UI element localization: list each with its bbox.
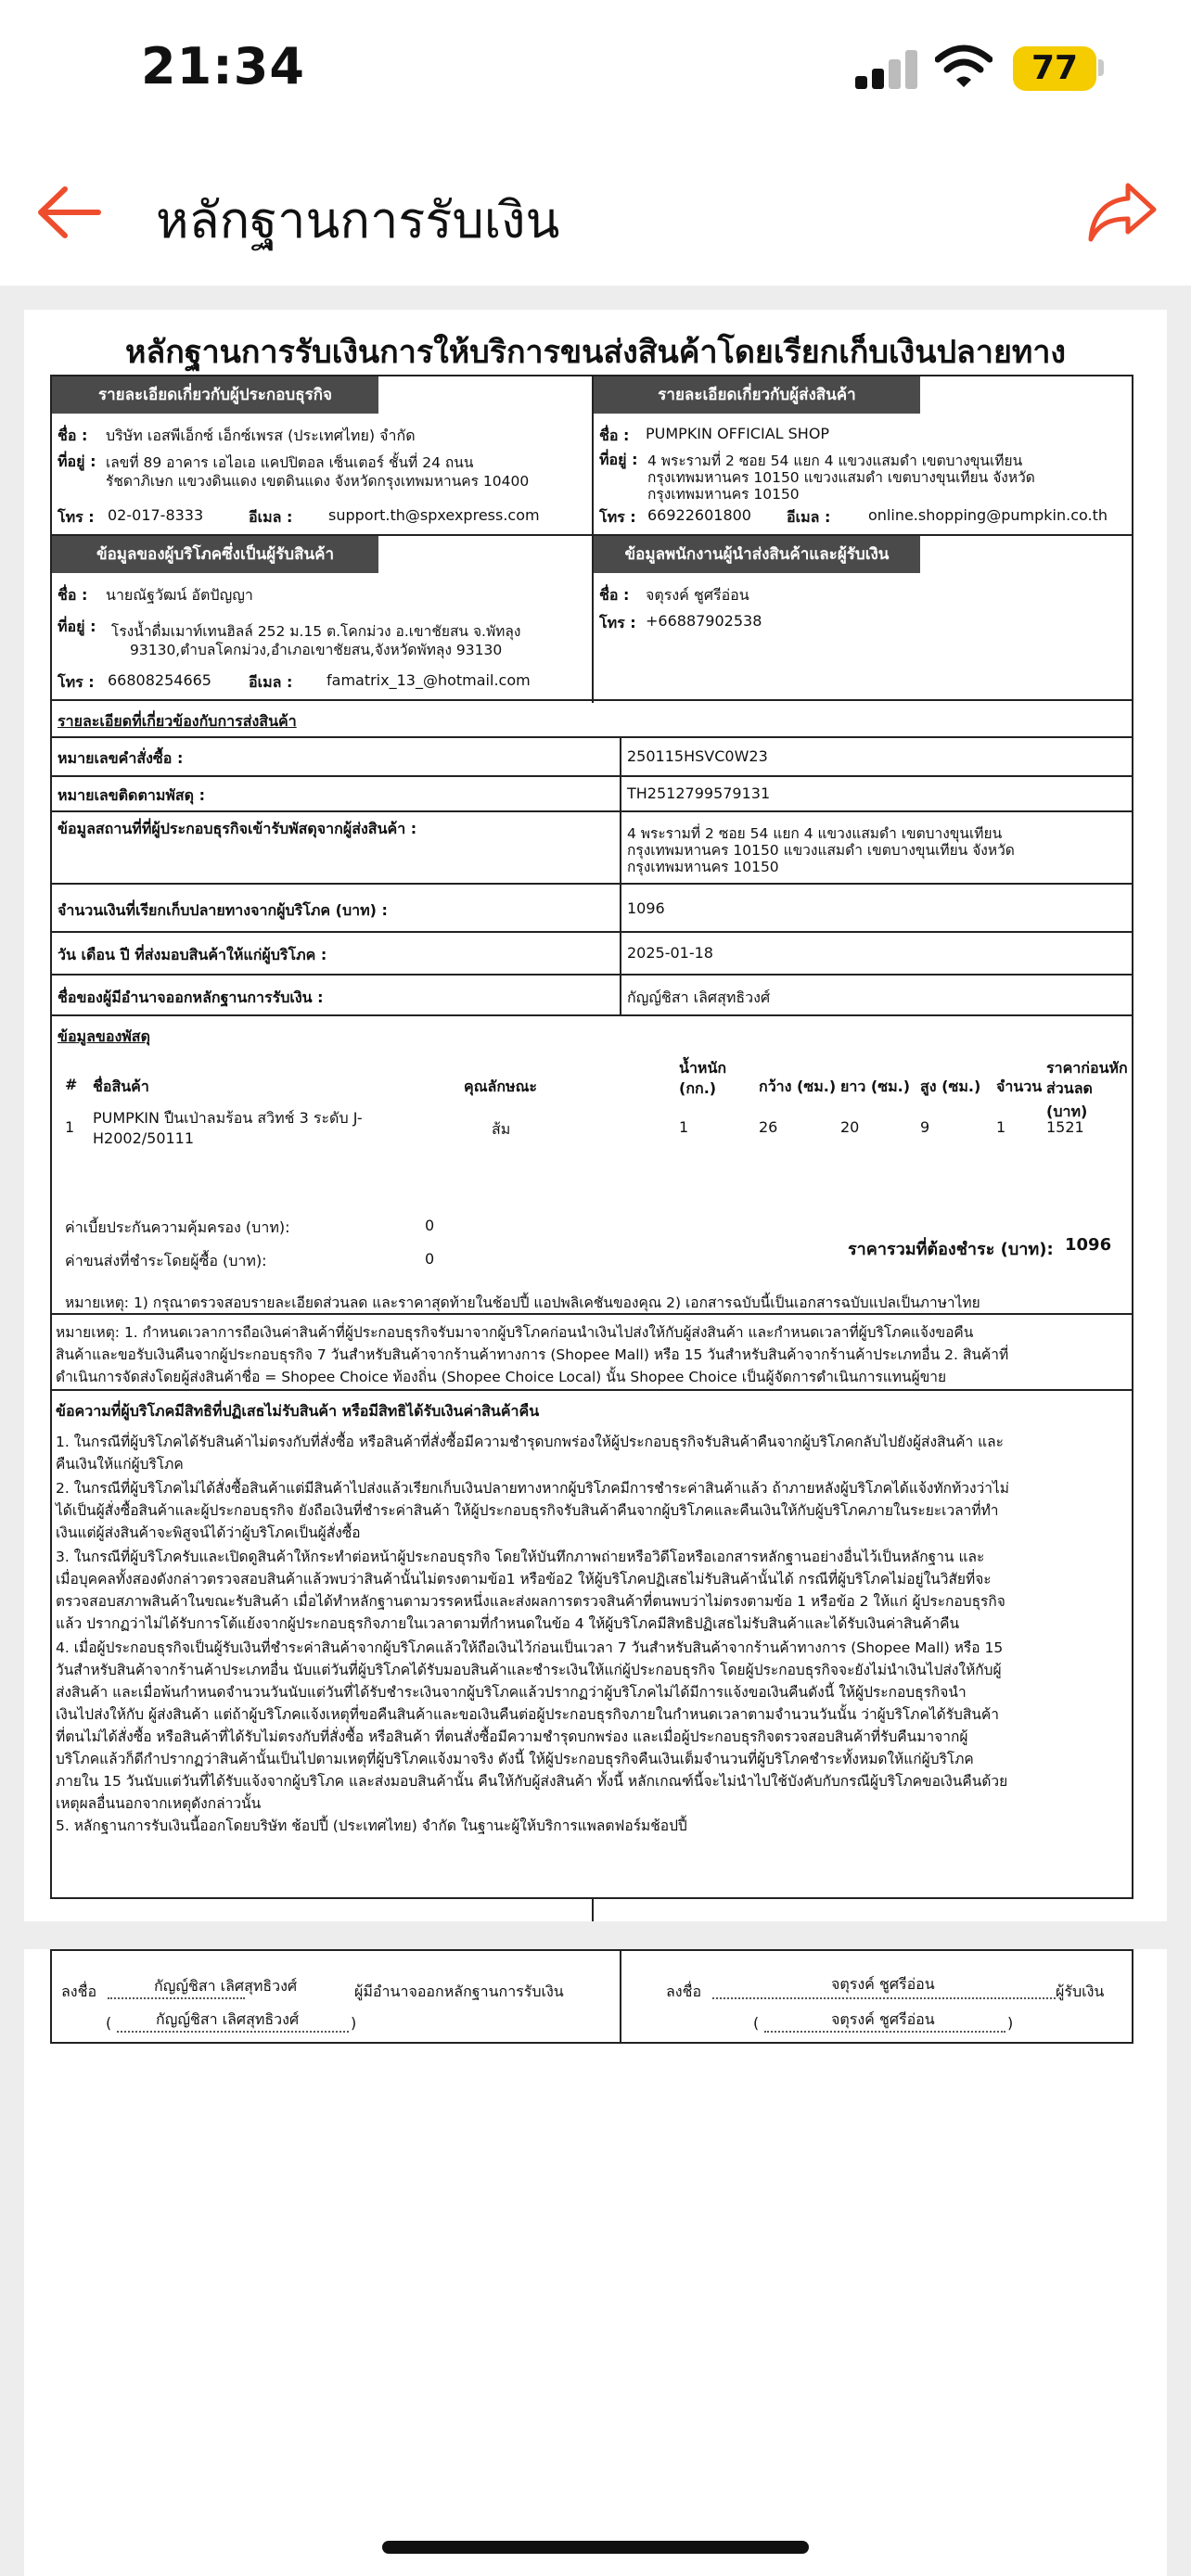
item-price: 1521	[1046, 1118, 1084, 1136]
navigation-bar	[0, 139, 1191, 286]
rights-line: เหตุผลอื่นนอกจากเหตุดังกล่าวนั้น	[56, 1795, 262, 1812]
remark-line2: สินค้าและขอรับเงินคืนจากผู้ประกอบธุรกิจ 7 วันสำหรับสินค้าจากร้านค้าทางการ (Shopee Mall) หรือ 15 วันสำหรับสินค้าจากร้านค้าประเภทอื่น 2. สินค้าที่	[56, 1346, 1009, 1363]
battery-indicator: 77	[1013, 46, 1096, 91]
item-name-line1: PUMPKIN ปืนเป่าลมร้อน สวิทช์ 3 ระดับ J-	[93, 1109, 363, 1127]
rights-line: 1. ในกรณีที่ผู้บริโภคได้รับสินค้าไม่ตรงกับที่สั่งซื้อ หรือสินค้าที่สั่งซื้อมีความชำรุดบกพร่องให้ผู้ประกอบธุรกิจรับสินค้าคืนจากผู้บริโภคกลับไปยังผู้ส่งสินค้า และ	[56, 1434, 1004, 1450]
buyer-name: นายณัฐวัฒน์ อัตปัญญา	[106, 586, 253, 604]
rights-line: 5. หลักฐานการรับเงินนี้ออกโดยบริษัท ช้อปปี้ (ประเทศไทย) จำกัด ในฐานะผู้ให้บริการแพลตฟอร์มช้อปปี้	[56, 1817, 687, 1834]
rights-line: เงินไปส่งให้กับ ผู้ส่งสินค้า แต่ถ้าผู้บริโภคแจ้งเหตุที่ขอคืนสินค้าและขอเงินคืนต่อผู้ประกอบธุรกิจภายในกำหนดเวลาตามจำนวนวันนั้น ว่าผู้บริโภคได้รับสินค้า	[56, 1706, 999, 1723]
col-weight-line2: (กก.)	[679, 1079, 717, 1097]
operator-address-line1: เลขที่ 89 อาคาร เอไอเอ แคปปิตอล เซ็นเตอร์ ชั้นที่ 24 ถนน	[106, 454, 474, 471]
rights-line: แล้ว ปรากฏว่าไม่ได้รับการโต้แย้งจากผู้ประกอบธุรกิจภายในเวลาตามที่กำหนดในข้อ 4 ให้ผู้บริโภคมีสิทธิปฏิเสธไม่รับสินค้าและได้รับเงินค่าสินค้าคืน	[56, 1615, 960, 1632]
remark-line3: ดำเนินการจัดส่งโดยผู้ส่งสินค้าชื่อ = Shopee Choice ท้องถิ่น (Shopee Choice Local) นั้น Shopee Choice เป็นผู้จัดการดำเนินการแทนผู้ขาย	[56, 1369, 947, 1385]
item-name-line2: H2002/50111	[93, 1129, 195, 1147]
rights-line: เมื่อบุคคลทั้งสองดังกล่าวตรวจสอบสินค้าแล้วพบว่าสินค้านั้นไม่ตรงตามข้อ1 หรือข้อ2 ให้ผู้บริโภคปฏิเสธไม่รับสินค้านั้นได้ กรณีที่ผู้บริโภคไม่อยู่ในวิสัยที่จะ	[56, 1571, 992, 1588]
rights-line: เงินแต่ผู้ส่งสินค้าจะพิสูจน์ได้ว่าผู้บริโภคเป็นผู้สั่งซื้อ	[56, 1524, 361, 1541]
operator-address-line2: รัชดาภิเษก แขวงดินแดง เขตดินแดง จังหวัดกรุงเทพมหานคร 10400	[106, 473, 530, 490]
page-title: หลักฐานการรับเงิน	[156, 191, 560, 249]
sender-header: รายละเอียดเกี่ยวกับผู้ส่งสินค้า	[594, 376, 920, 414]
left-signer-name: กัญญ์ชิสา เลิศสุทธิวงศ์	[154, 1977, 298, 1995]
courier-tel: +66887902538	[646, 612, 762, 630]
item-width: 26	[759, 1118, 778, 1136]
buyer-email-label: อีเมล :	[249, 673, 293, 691]
wifi-icon	[935, 45, 992, 89]
remark-section	[50, 1313, 1133, 1391]
col-width: กว้าง (ซม.)	[759, 1078, 837, 1095]
item-length: 20	[840, 1118, 860, 1136]
tracking-number-label: หมายเลขติดตามพัสดุ :	[58, 786, 206, 804]
left-paren-open: (	[106, 2014, 112, 2032]
home-indicator[interactable]	[382, 2541, 809, 2554]
rights-line: ที่ตนไม่ได้สั่งซื้อ หรือสินค้าที่ได้รับไม่ตรงกับที่สั่งซื้อ หรือสินค้า ที่ตนสั่งซื้อมีความชำรุดบกพร่อง และเมื่อผู้ประกอบธุรกิจตรวจสอบสินค้าที่รับคืนมาจากผู้	[56, 1728, 968, 1745]
remark-line1: หมายเหตุ: 1. กำหนดเวลาการถือเงินค่าสินค้าที่ผู้ประกอบธุรกิจรับมาจากผู้บริโภคก่อนนำเงินไปส่งให้กับผู้ส่งสินค้า และกำหนดเวลาที่ผู้บริโภคแจ้งขอคืน	[56, 1324, 974, 1341]
buyer-address-line2: 93130,ตำบลโคกม่วง,อำเภอเขาชัยสน,จังหวัดพัทลุง 93130	[130, 642, 503, 658]
buyer-tel-label: โทร :	[58, 673, 95, 691]
issuer-name: กัญญ์ชิสา เลิศสุทธิวงศ์	[627, 988, 771, 1006]
shipping-fee-label: ค่าขนส่งที่ชำระโดยผู้ซื้อ (บาท):	[65, 1252, 267, 1269]
sender-name-label: ชื่อ :	[599, 427, 630, 444]
signature-page	[24, 1949, 1167, 2576]
signature-section	[50, 1949, 1133, 2044]
buyer-email: famatrix_13_@hotmail.com	[327, 671, 531, 689]
operator-name: บริษัท เอสพีเอ็กซ์ เอ็กซ์เพรส (ประเทศไทย) จำกัด	[106, 427, 416, 444]
buyer-address-line1: โรงน้ำดื่มเมาท์เทนฮิลล์ 252 ม.15 ต.โคกม่วง อ.เขาชัยสน จ.พัทลุง	[111, 623, 521, 640]
item-height: 9	[920, 1118, 930, 1136]
left-sign-prefix: ลงชื่อ	[61, 1983, 97, 2000]
buyer-header: ข้อมูลของผู้บริโภคซึ่งเป็นผู้รับสินค้า	[52, 536, 378, 573]
document-title: หลักฐานการรับเงินการให้บริการขนส่งสินค้าโดยเรียกเก็บเงินปลายทาง	[124, 334, 1067, 371]
sender-address-label: ที่อยู่ :	[599, 451, 638, 468]
operator-address-label: ที่อยู่ :	[58, 453, 96, 470]
item-quantity: 1	[996, 1118, 1006, 1136]
cod-amount: 1096	[627, 899, 665, 917]
rights-line: 2. ในกรณีที่ผู้บริโภคไม่ได้สั่งซื้อสินค้าแต่มีสินค้าไปส่งแล้วเรียกเก็บเงินปลายทางหากผู้บริโภคมีการชำระค่าสินค้าแล้ว ถ้าภายหลังผู้บริโภคได้แจ้งทักท้วงว่าไม่	[56, 1480, 1009, 1497]
right-sign-prefix: ลงชื่อ	[666, 1983, 702, 2000]
total-value: 1096	[1065, 1235, 1112, 1255]
rights-line: บริโภคแล้วก็ดีกำปรากฏว่าสินค้านั้นเป็นไปตามเหตุที่ผู้บริโภคแจ้งมาจริง ดังนี้ ให้ผู้ประกอบธุรกิจคืนเงินเต็มจำนวนที่ผู้บริโภคชำระทั้งหมดให้แก่ผู้บริโภค	[56, 1751, 974, 1767]
sender-email: online.shopping@pumpkin.co.th	[868, 506, 1108, 524]
buyer-address-label: ที่อยู่ :	[58, 618, 96, 635]
issuer-label: ชื่อของผู้มีอำนาจออกหลักฐานการรับเงิน :	[58, 988, 324, 1006]
col-price-line1: ราคาก่อนหัก	[1046, 1059, 1128, 1077]
order-number-label: หมายเลขคำสั่งซื้อ :	[58, 749, 184, 767]
courier-header: ข้อมูลพนักงานผู้นำส่งสินค้าและผู้รับเงิน	[594, 536, 920, 573]
tracking-number: TH2512799579131	[627, 784, 771, 802]
rights-line: 4. เมื่อผู้ประกอบธุรกิจเป็นผู้รับเงินที่ชำระค่าสินค้าจากผู้บริโภคแล้วให้ถือเงินไว้ก่อนเป็นเวลา 7 วันสำหรับสินค้าจากร้านค้าทางการ (Shopee Mall) หรือ 15	[56, 1639, 1004, 1656]
operator-tel-label: โทร :	[58, 508, 95, 526]
right-paren-close: )	[1007, 2014, 1014, 2032]
cellular-signal-icon	[855, 48, 920, 89]
rights-line: ตรวจสอบสภาพสินค้าในขณะรับสินค้า เมื่อได้ทำหลักฐานตามวรรคหนึ่งและส่งผลการตรวจสินค้าที่ตนพบว่าไม่ตรงตามข้อ 1 หรือข้อ 2 ให้แก่ ผู้ประกอบธุรกิจ	[56, 1593, 1005, 1610]
left-sign-suffix: ผู้มีอำนาจออกหลักฐานการรับเงิน	[354, 1983, 564, 2000]
sender-address-line2: กรุงเทพมหานคร 10150 แขวงแสมดำ เขตบางขุนเทียน จังหวัด	[647, 469, 1035, 486]
parcel-section	[50, 1014, 1133, 1315]
sender-email-label: อีเมล :	[787, 508, 831, 526]
col-weight-line1: น้ำหนัก	[679, 1059, 727, 1077]
buyer-tel: 66808254665	[108, 671, 211, 689]
rights-line: ส่งสินค้า และเมื่อพ้นกำหนดจำนวนวันนับแต่วันที่ได้รับชำระเงินจากผู้บริโภคแล้วปรากฏว่าผู้บริโภคไม่ได้มีการแจ้งขอเงินคืนดังนี้ ให้ผู้ประกอบธุรกิจนำ	[56, 1684, 967, 1701]
right-paren-open: (	[753, 2014, 760, 2032]
rights-line: ได้เป็นผู้สั่งซื้อสินค้าและผู้ประกอบธุรกิจ ยังถือเงินที่ชำระค่าสินค้า ให้ผู้ประกอบธุรกิจรับสินค้าคืนจากผู้บริโภคและคืนเงินให้กับผู้บริโภคภายในระยะเวลาที่ทำ	[56, 1502, 999, 1519]
pickup-location-label: ข้อมูลสถานที่ที่ผู้ประกอบธุรกิจเข้ารับพัสดุจากผู้ส่งสินค้า :	[58, 820, 417, 837]
order-number: 250115HSVC0W23	[627, 747, 768, 765]
share-icon[interactable]	[1085, 178, 1159, 247]
col-quantity: จำนวน	[996, 1078, 1043, 1095]
right-sign-suffix: ผู้รับเงิน	[1056, 1983, 1105, 2000]
delivery-date-label: วัน เดือน ปี ที่ส่งมอบสินค้าให้แก่ผู้บริโภค :	[58, 946, 327, 963]
rights-line: ภายใน 15 วันนับแต่วันที่ได้รับแจ้งจากผู้บริโภค และส่งมอบสินค้านั้น คืนให้กับผู้ส่งสินค้า ทั้งนี้ หลักเกณฑ์นี้จะไม่นำไปใช้บังคับกับกรณีผู้บริโภคขอเงินคืนด้วย	[56, 1773, 1008, 1790]
operator-header: รายละเอียดเกี่ยวกับผู้ประกอบธุรกิจ	[52, 376, 378, 414]
item-weight: 1	[679, 1118, 689, 1136]
delivery-date: 2025-01-18	[627, 944, 713, 962]
parties-section	[50, 375, 1133, 701]
col-attribute: คุณลักษณะ	[464, 1078, 538, 1095]
battery-tip	[1098, 59, 1104, 76]
rights-line: 3. ในกรณีที่ผู้บริโภครับและเปิดดูสินค้าให้กระทำต่อหน้าผู้ประกอบธุรกิจ โดยให้บันทึกภาพถ่ายหรือวิดีโอหรือเอกสารหลักฐานอย่างอื่นไว้เป็นหลักฐาน และ	[56, 1549, 985, 1565]
rights-line: วันสำหรับสินค้าจากร้านค้าประเภทอื่น นับแต่วันที่ผู้บริโภคได้รับมอบสินค้าและชำระเงินให้แก่ผู้ประกอบธุรกิจ โดยผู้ประกอบธุรกิจจะยังไม่นำเงินไปส่งให้กับผู้	[56, 1662, 1002, 1678]
consumer-rights-section	[50, 1389, 1133, 1899]
parcel-section-title: ข้อมูลของพัสดุ	[58, 1027, 150, 1045]
rights-title: ข้อความที่ผู้บริโภคมีสิทธิที่ปฏิเสธไม่รับสินค้า หรือมีสิทธิได้รับเงินค่าสินค้าคืน	[56, 1402, 540, 1420]
sender-name: PUMPKIN OFFICIAL SHOP	[646, 425, 830, 442]
total-label: ราคารวมที่ต้องชำระ (บาท):	[848, 1240, 1054, 1259]
pickup-location-line2: กรุงเทพมหานคร 10150 แขวงแสมดำ เขตบางขุนเทียน จังหวัด	[627, 842, 1015, 859]
col-height: สูง (ซม.)	[920, 1078, 981, 1095]
col-price-line2: ส่วนลด (บาท)	[1046, 1079, 1093, 1120]
receipt-document	[24, 310, 1167, 1921]
rights-line: คืนเงินให้แก่ผู้บริโภค	[56, 1456, 184, 1473]
buyer-name-label: ชื่อ :	[58, 586, 88, 604]
courier-name: จตุรงค์ ชูศรีอ่อน	[646, 586, 749, 604]
insurance-value: 0	[425, 1217, 435, 1234]
courier-name-label: ชื่อ :	[599, 586, 630, 604]
operator-name-label: ชื่อ :	[58, 427, 88, 444]
pickup-location-line1: 4 พระรามที่ 2 ซอย 54 แยก 4 แขวงแสมดำ เขตบางขุนเทียน	[627, 825, 1003, 842]
col-product-name: ชื่อสินค้า	[93, 1078, 149, 1095]
courier-tel-label: โทร :	[599, 614, 636, 631]
left-signer-name-printed: กัญญ์ชิสา เลิศสุทธิวงศ์	[156, 2010, 300, 2028]
clock: 21:34	[141, 37, 305, 96]
col-number: #	[65, 1076, 78, 1093]
back-arrow-icon[interactable]	[33, 180, 108, 245]
right-signer-name: จตุรงค์ ชูศรีอ่อน	[831, 1975, 935, 1993]
left-paren-close: )	[351, 2014, 357, 2032]
insurance-label: ค่าเบี้ยประกันความคุ้มครอง (บาท):	[65, 1218, 290, 1236]
item-number: 1	[65, 1118, 75, 1136]
pickup-location-line3: กรุงเทพมหานคร 10150	[627, 859, 779, 875]
shipping-section-title: รายละเอียดที่เกี่ยวข้องกับการส่งสินค้า	[58, 712, 297, 730]
cod-amount-label: จำนวนเงินที่เรียกเก็บปลายทางจากผู้บริโภค (บาท) :	[58, 901, 388, 919]
sender-tel: 66922601800	[647, 506, 751, 524]
operator-tel: 02-017-8333	[108, 506, 204, 524]
status-bar	[0, 0, 1191, 139]
sender-address-line3: กรุงเทพมหานคร 10150	[647, 486, 800, 503]
parcel-note: หมายเหตุ: 1) กรุณาตรวจสอบรายละเอียดส่วนลด และราคาสุดท้ายในช้อปปี้ แอปพลิเคชันของคุณ 2) เอกสารฉบับนี้เป็นเอกสารฉบับแปลเป็นภาษาไทย	[65, 1294, 980, 1311]
col-length: ยาว (ซม.)	[840, 1078, 911, 1095]
right-signer-name-printed: จตุรงค์ ชูศรีอ่อน	[831, 2010, 935, 2028]
operator-email-label: อีเมล :	[249, 508, 293, 526]
item-attribute: ส้ม	[492, 1120, 511, 1138]
operator-email: support.th@spxexpress.com	[328, 506, 540, 524]
shipping-details-section	[50, 699, 1133, 1016]
sender-address-line1: 4 พระรามที่ 2 ซอย 54 แยก 4 แขวงแสมดำ เขตบางขุนเทียน	[647, 453, 1023, 469]
shipping-fee-value: 0	[425, 1250, 435, 1268]
sender-tel-label: โทร :	[599, 508, 636, 526]
